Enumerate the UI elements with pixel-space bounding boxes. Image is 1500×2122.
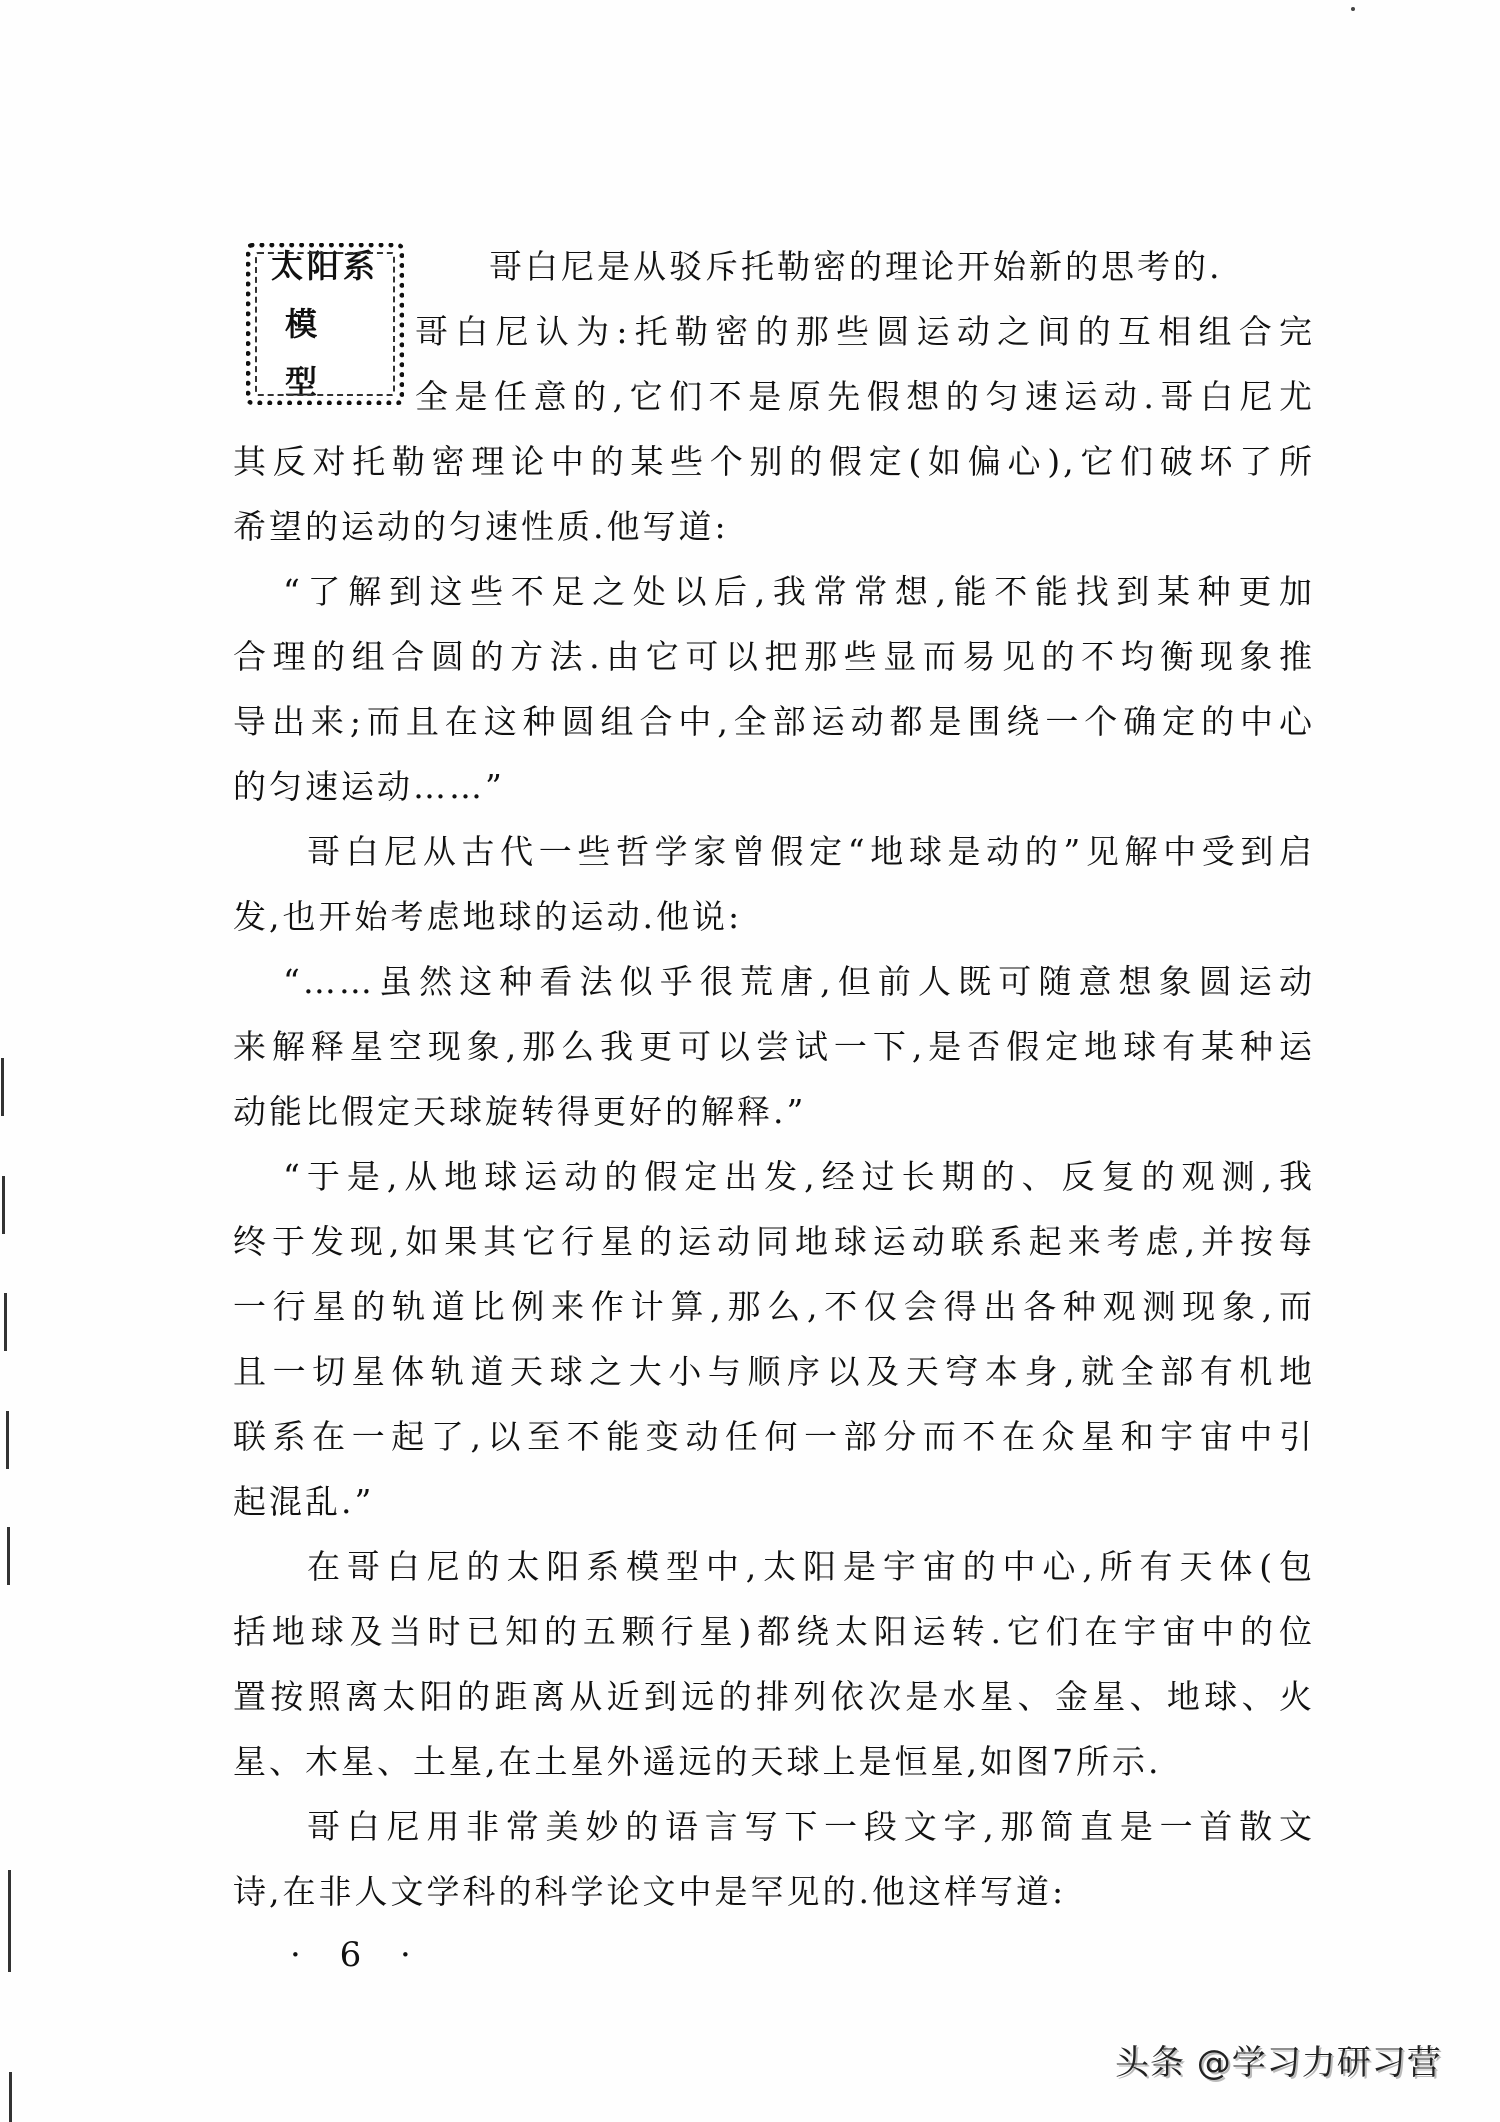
scan-edge-mark (2, 1176, 5, 1234)
paragraph-line: 希望的运动的匀速性质.他写道: (233, 507, 729, 546)
paragraph-line: 括地球及当时已知的五颗行星)都绕太阳运转.它们在宇宙中的位 (233, 1612, 1315, 1651)
scan-edge-mark (8, 1870, 11, 1972)
paragraph-line: 诗,在非人文学科的科学论文中是罕见的.他这样写道: (233, 1872, 1067, 1911)
scan-edge-mark (1, 1058, 4, 1116)
quote-line: 且一切星体轨道天球之大小与顺序以及天穹本身,就全部有机地 (233, 1352, 1315, 1391)
quote-line: 来解释星空现象,那么我更可以尝试一下,是否假定地球有某种运 (233, 1027, 1315, 1066)
paragraph-line: 发,也开始考虑地球的运动.他说: (233, 897, 743, 936)
page-number: · 6 · (290, 1935, 425, 1975)
quote-line: “于是,从地球运动的假定出发,经过长期的、反复的观测,我 (283, 1157, 1315, 1196)
paragraph-line: 哥白尼认为:托勒密的那些圆运动之间的互相组合完 (415, 312, 1315, 351)
body-text (233, 234, 1315, 1924)
scan-edge-mark (9, 2072, 12, 2122)
paragraph-line: 置按照离太阳的距离从近到远的排列依次是水星、金星、地球、火 (233, 1677, 1315, 1716)
paragraph-line: 全是任意的,它们不是原先假想的匀速运动.哥白尼尤 (415, 377, 1315, 416)
section-heading-line-1: 太阳系 (270, 247, 379, 285)
paragraph-line: 星、木星、土星,在土星外遥远的天球上是恒星,如图7所示. (233, 1742, 1162, 1781)
quote-line: “……虽然这种看法似乎很荒唐,但前人既可随意想象圆运动 (283, 962, 1315, 1001)
quote-line: “了解到这些不足之处以后,我常常想,能不能找到某种更加 (283, 572, 1315, 611)
paragraph-line: 其反对托勒密理论中的某些个别的假定(如偏心),它们破坏了所 (233, 442, 1315, 481)
paragraph-line: 在哥白尼的太阳系模型中,太阳是宇宙的中心,所有天体(包 (307, 1547, 1315, 1586)
quote-line: 终于发现,如果其它行星的运动同地球运动联系起来考虑,并按每 (233, 1222, 1315, 1261)
scan-speck (1351, 7, 1355, 11)
paragraph-line: 哥白尼是从驳斥托勒密的理论开始新的思考的. (489, 247, 1223, 286)
quote-line: 起混乱.” (233, 1482, 375, 1521)
quote-line: 合理的组合圆的方法.由它可以把那些显而易见的不均衡现象推 (233, 637, 1315, 676)
quote-line: 导出来;而且在这种圆组合中,全部运动都是围绕一个确定的中心 (233, 702, 1315, 741)
paragraph-line: 哥白尼从古代一些哲学家曾假定“地球是动的”见解中受到启 (307, 832, 1315, 871)
quote-line: 动能比假定天球旋转得更好的解释.” (233, 1092, 807, 1131)
watermark-credit: 头条 @学习力研习营 (1115, 2043, 1442, 2083)
section-heading-line-2: 模型 (285, 305, 352, 401)
quote-line: 联系在一起了,以至不能变动任何一部分而不在众星和宇宙中引 (233, 1417, 1315, 1456)
scan-edge-mark (6, 1411, 9, 1469)
quote-line: 一行星的轨道比例来作计算,那么,不仅会得出各种观测现象,而 (233, 1287, 1315, 1326)
scan-edge-mark (4, 1293, 7, 1351)
scan-edge-mark (7, 1527, 10, 1585)
quote-line: 的匀速运动……” (233, 767, 505, 806)
paragraph-line: 哥白尼用非常美妙的语言写下一段文字,那简直是一首散文 (307, 1807, 1315, 1846)
